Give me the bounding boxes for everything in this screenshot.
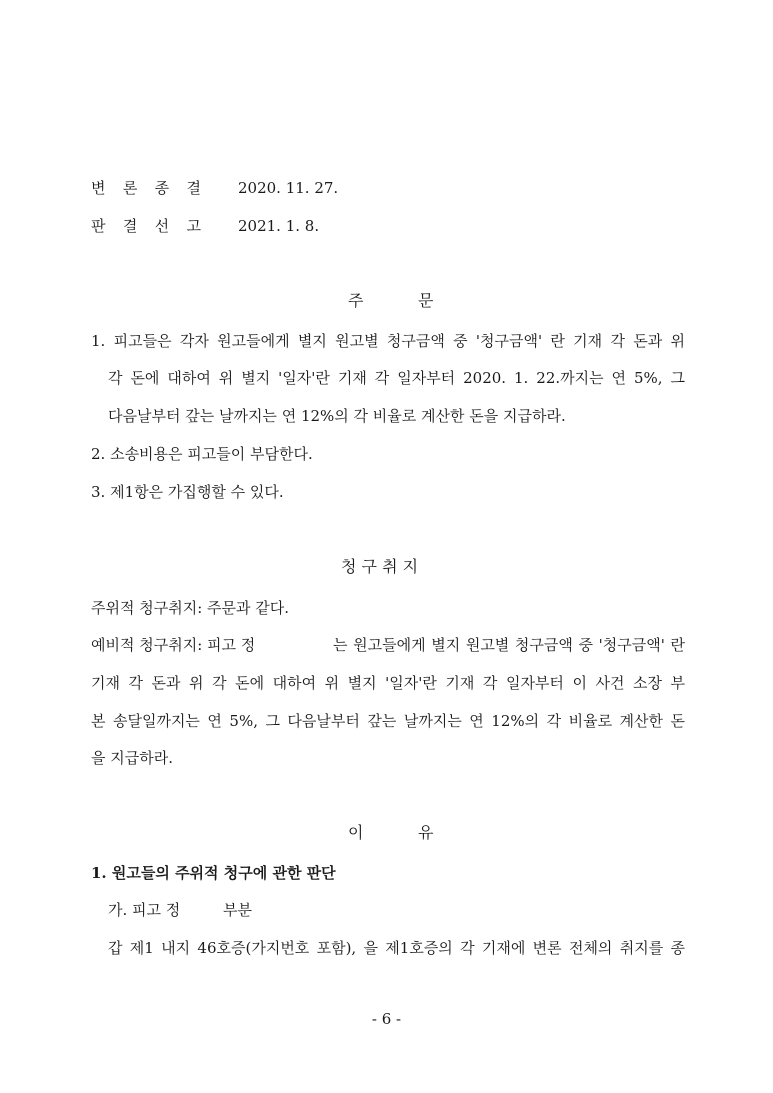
- order-item-1-line-3: 다음날부터 갚는 날까지는 연 12%의 각 비율로 계산한 돈을 지급하라.: [108, 407, 566, 425]
- claim-alt-line-4: 을 지급하라.: [91, 749, 173, 767]
- page-number: - 6 -: [371, 1010, 402, 1028]
- closing-label: 변 론 종 결: [91, 179, 201, 197]
- reason-section-1: 1. 원고들의 주위적 청구에 관한 판단: [91, 864, 336, 882]
- order-item-3: 3. 제1항은 가집행할 수 있다.: [91, 483, 284, 501]
- claim-alt-line-3: 본 송달일까지는 연 5%, 그 다음날부터 갚는 날까지는 연 12%의 각 비율로 계산한 돈: [91, 712, 685, 730]
- reason-body-1: 갑 제1 내지 46호증(가지번호 포함), 을 제1호증의 각 기재에 변론 전체의 취지를 종: [108, 939, 685, 957]
- order-title-b: 문: [418, 291, 434, 310]
- order-item-2: 2. 소송비용은 피고들이 부담한다.: [91, 445, 313, 463]
- order-item-1-line-2: 각 돈에 대하여 위 별지 '일자'란 기재 각 일자부터 2020. 1. 22.까지는 연 5%, 그: [108, 369, 685, 387]
- claim-title: 청 구 취 지: [341, 557, 419, 576]
- closing-date: 2020. 11. 27.: [238, 179, 339, 197]
- claim-alt-rest: 는 원고들에게 별지 원고별 청구금액 중 '청구금액' 란: [333, 636, 685, 654]
- claim-alt-prefix: 예비적 청구취지: 피고 정: [91, 636, 256, 654]
- sentence-label: 판 결 선 고: [91, 217, 201, 235]
- reason-title-a: 이: [348, 823, 364, 842]
- claim-main: 주위적 청구취지: 주문과 같다.: [91, 599, 290, 617]
- claim-alt-line-2: 기재 각 돈과 위 각 돈에 대하여 위 별지 '일자'란 기재 각 일자부터 이 사건 소장 부: [91, 674, 685, 692]
- reason-sub-a-prefix: 가. 피고 정: [108, 901, 181, 919]
- order-item-1-line-1: 1. 피고들은 각자 원고들에게 별지 원고별 청구금액 중 '청구금액' 란 기재 각 돈과 위: [91, 332, 685, 350]
- reason-title-b: 유: [418, 823, 434, 842]
- sentence-date: 2021. 1. 8.: [238, 217, 320, 235]
- order-title-a: 주: [348, 291, 364, 310]
- reason-sub-a-suffix: 부분: [223, 901, 252, 919]
